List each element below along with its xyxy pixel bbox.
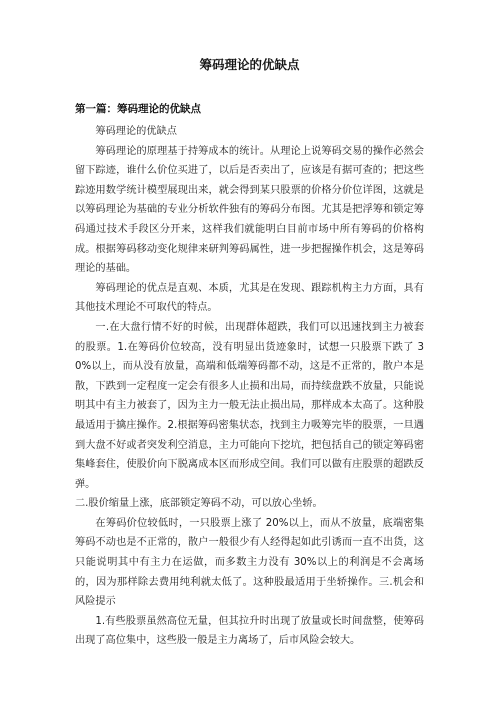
paragraph-advantages: 筹码理论的优点是直观、本质，尤其是在发现、跟踪机构主力方面，具有其他技术理论不可取代的特点。 (75, 282, 424, 314)
paragraph-subtitle: 筹码理论的优缺点 (95, 126, 177, 137)
paragraph-point-one: 一.在大盘行情不好的时候，出现群体超跌，我们可以迅速找到主力被套的股票。1.在筹码价位较高，没有明显出货迹象时，试想一只股票下跌了 30%以上，而从没有放量，高端和低端筹码都不动，这是不正常的，散户本是散，下跌到一定程度一定会有很多人止损和出局，而持续盘跌不放量，只能说明其中有主力被套了，因为主力一般无法止损出局，那样成本太高了。这种股最适用于擒庄操作。2.根据筹码密集状态，找到主力吸筹完毕的股票，一旦遇到大盘不好或者突发利空消息，主力可能向下挖坑，把包括自己的锁定筹码密集峰套住，使股价向下脱离成本区而形成空间。我们可以做有庄股票的超跌反弹。 (75, 321, 424, 490)
paragraph-principle: 筹码理论的原理基于持筹成本的统计。从理论上说筹码交易的操作必然会留下踪迹，谁什么价位买进了，以后是否卖出了，应该是有据可查的；把这些踪迹用数学统计模型展现出来，就会得到某只股票的价格分价位详图，这就是以筹码理论为基础的专业分析软件独有的筹码分布图。尤其是把浮筹和锁定筹码通过技术手段区分开来，这样我们就能明白目前市场中所有筹码的价格构成。根据筹码移动变化规律来研判筹码属性，进一步把握操作机会，这是筹码理论的基础。 (75, 145, 424, 275)
section-title: 第一篇：筹码理论的优缺点 (75, 103, 201, 115)
document-title: 筹码理论的优缺点 (199, 57, 300, 72)
paragraph-point-two-heading: 二.股价缩量上涨，底部锁定筹码不动，可以放心坐轿。 (75, 498, 323, 510)
paragraph-risk-one: 1.有些股票虽然高位无量，但其拉升时出现了放量或长时间盘整，使筹码出现了高位集中，这些股一般是主力离场了，后市风险会较大。 (75, 615, 424, 647)
paragraph-point-two: 在筹码价位较低时，一只股票上涨了 20%以上，而从不放量，底端密集筹码不动也是不正常的，散户一般很少有人经得起如此引诱而一直不出货，这只能说明其中有主力在运做，而多数主力没有 30%以上的利润是不会离场的，因为那样除去费用纯利就太低了。这种股最适用于坐轿操作。三.机会和风险提示 (75, 517, 424, 608)
